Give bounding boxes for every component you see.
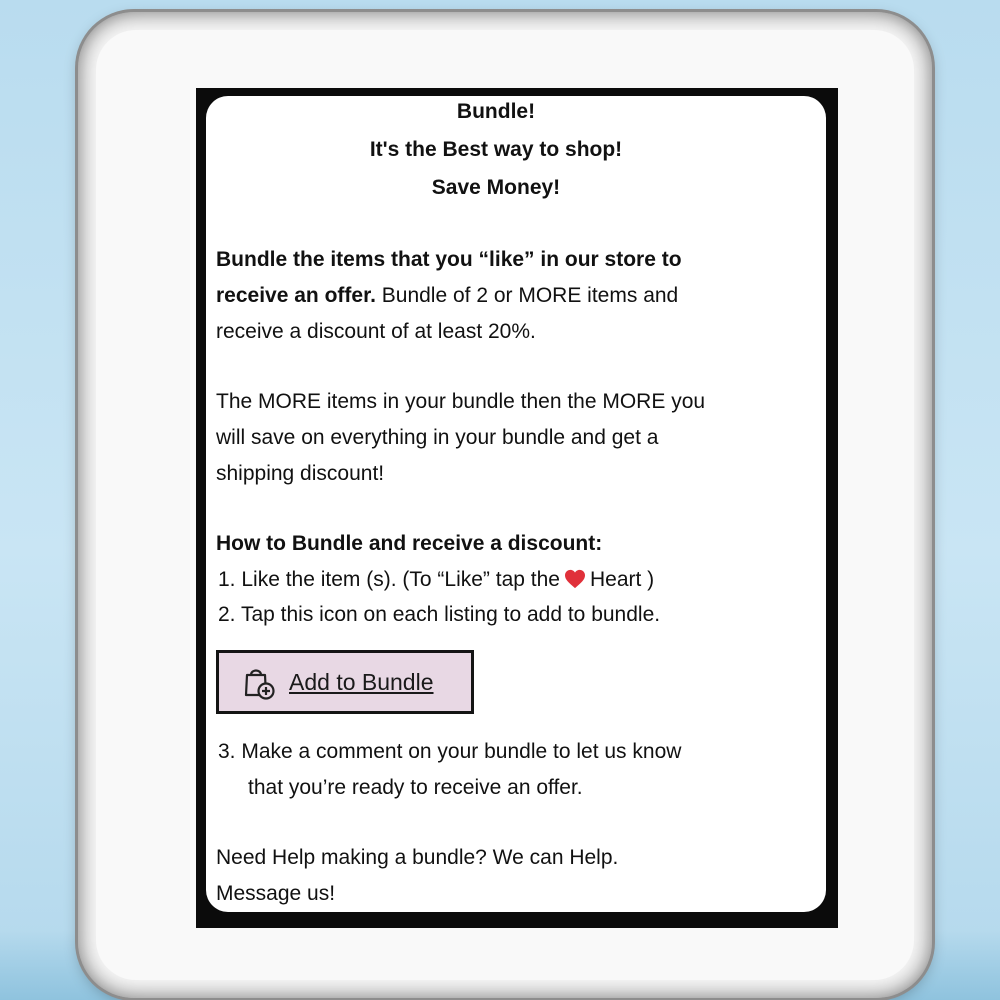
intro-offer-bold: receive an offer.: [216, 284, 376, 307]
help-line-1: Need Help making a bundle? We can Help.: [216, 846, 619, 869]
step-1-text: 1. Like the item (s). (To “Like” tap the: [218, 568, 560, 591]
headline-best-way: It's the Best way to shop!: [369, 138, 623, 161]
intro-bundle-text: Bundle of 2 or MORE items and: [375, 284, 679, 307]
how-to-title: How to Bundle and receive a discount:: [216, 532, 603, 555]
savings-line-1: The MORE items in your bundle then the MORE you: [216, 390, 706, 413]
step-2: 2. Tap this icon on each listing to add to bundle.: [218, 603, 661, 626]
heart-icon: [564, 569, 586, 589]
step-1: [218, 568, 654, 592]
shopping-bag-plus-icon: [239, 662, 279, 702]
bundle-info-card: [206, 96, 826, 912]
step-1-heart-text: Heart ): [589, 568, 655, 591]
headline-save-money: Save Money!: [431, 176, 561, 199]
add-to-bundle-button[interactable]: [216, 650, 474, 714]
savings-line-3: shipping discount!: [216, 462, 385, 485]
add-to-bundle-label: Add to Bundle: [289, 668, 434, 695]
intro-line-1: Bundle the items that you “like” in our store to: [216, 248, 682, 271]
intro-line-3: receive a discount of at least 20%.: [216, 320, 536, 343]
step-3: 3. Make a comment on your bundle to let us know: [218, 740, 682, 763]
step-3-continued: that you’re ready to receive an offer.: [248, 776, 583, 799]
savings-line-2: will save on everything in your bundle and get a: [216, 426, 659, 449]
headline-bundle: Bundle!: [456, 100, 536, 123]
help-line-2: Message us!: [216, 882, 336, 905]
intro-line-2: [216, 284, 678, 308]
